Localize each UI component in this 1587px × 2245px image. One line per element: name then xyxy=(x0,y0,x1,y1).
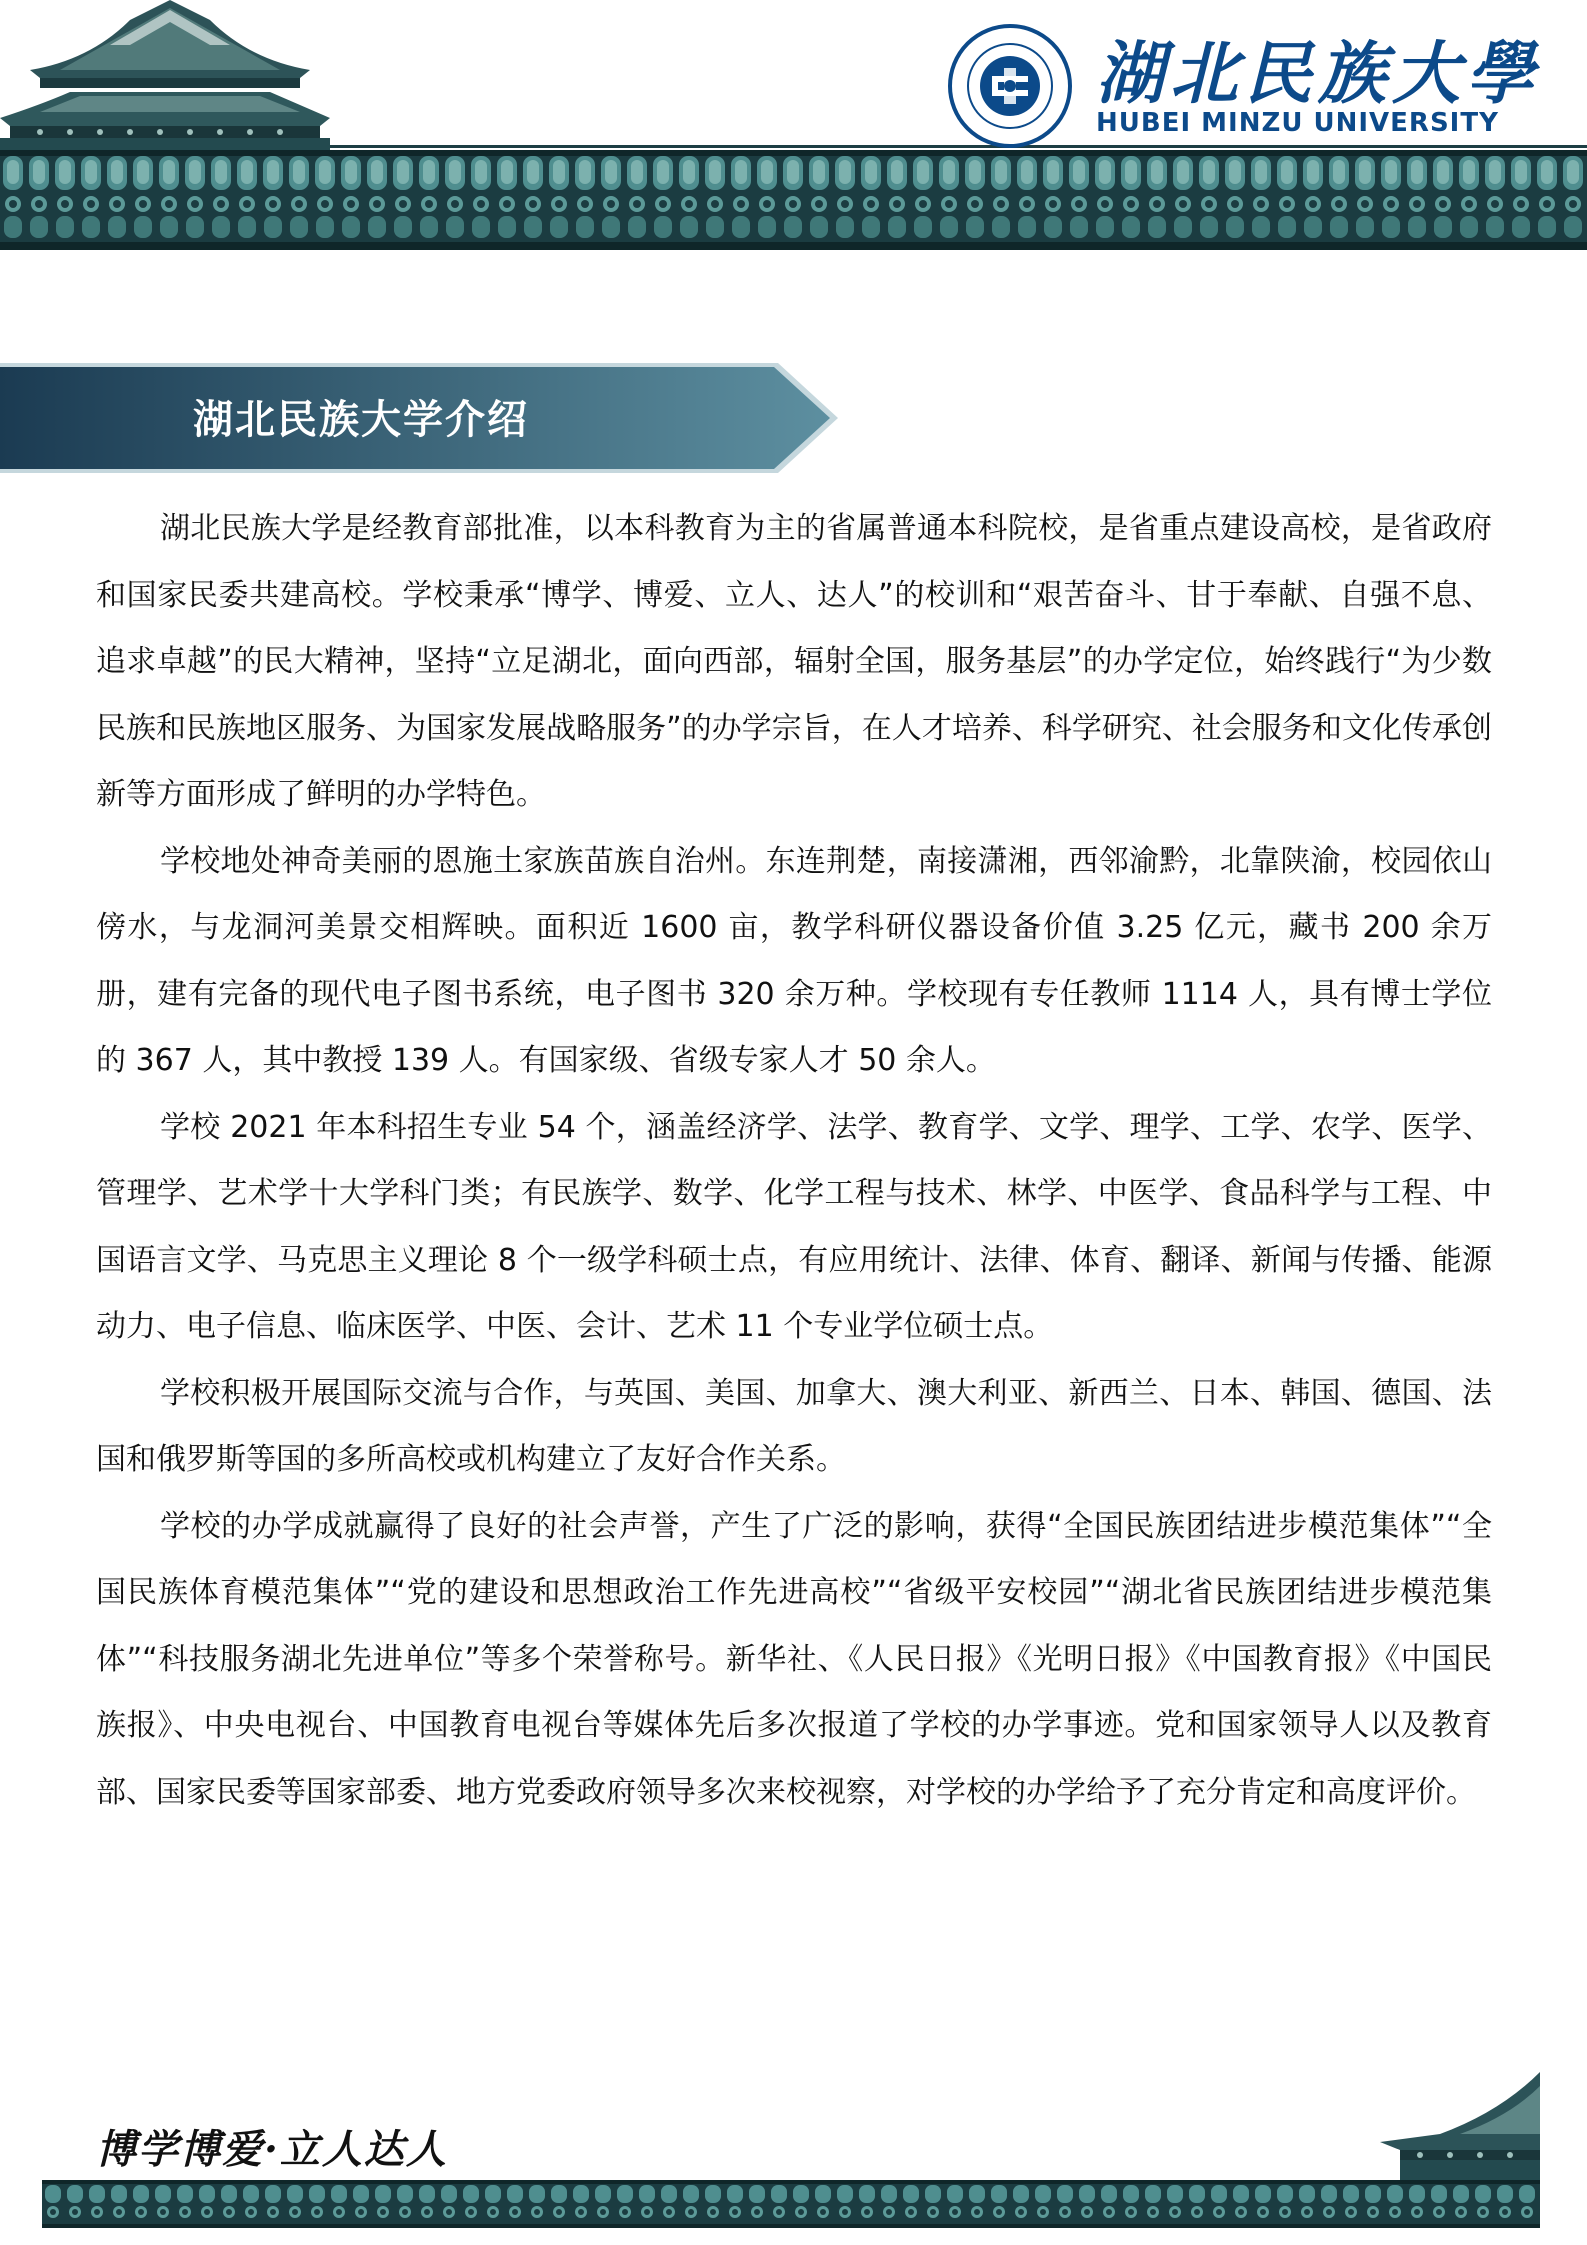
paragraph: 学校的办学成就赢得了良好的社会声誉，产生了广泛的影响，获得“全国民族团结进步模范集体”“全国民族体育模范集体”“党的建设和思想政治工作先进高校”“省级平安校园”“湖北省民族团结进步模范集体”“科技服务湖北先进单位”等多个荣誉称号。新华社、《人民日报》《光明日报》《中国教育报》《中国民族报》、中央电视台、中国教育电视台等媒体先后多次报道了学校的办学事迹。党和国家领导人以及教育部、国家民委等国家部委、地方党委政府领导多次来校视察，对学校的办学给予了充分肯定和高度评价。 xyxy=(96,1508,1492,1810)
footer-tile-band xyxy=(42,2180,1540,2228)
paragraph: 学校 2021 年本科招生专业 54 个，涵盖经济学、法学、教育学、文学、理学、工学、农学、医学、管理学、艺术学十大学科门类；有民族学、数学、化学工程与技术、林学、中医学、食品科学与工程、中国语言文学、马克思主义理论 8 个一级学科硕士点，有应用统计、法律、体育、翻译、新闻与传播、能源动力、电子信息、临床医学、中医、会计、艺术 11 个专业学位硕士点。 xyxy=(96,1109,1492,1344)
paragraph: 学校积极开展国际交流与合作，与英国、美国、加拿大、澳大利亚、新西兰、日本、韩国、德国、法国和俄罗斯等国的多所高校或机构建立了友好合作关系。 xyxy=(96,1375,1492,1477)
page-header xyxy=(0,0,1587,250)
paragraph: 学校地处神奇美丽的恩施土家族苗族自治州。东连荆楚，南接潇湘，西邻渝黔，北靠陕渝，校园依山傍水，与龙洞河美景交相辉映。面积近 1600 亩，教学科研仪器设备价值 3.25 亿元，藏书 200 余万册，建有完备的现代电子图书系统，电子图书 320 余万种。学校现有专任教师 1114 人，具有博士学位的 367 人，其中教授 139 人。有国家级、省级专家人才 50 余人。 xyxy=(96,843,1492,1078)
article-body xyxy=(96,496,1492,1826)
footer-roof-illustration xyxy=(1380,2072,1540,2180)
university-name-cn: 湖北民族大學 xyxy=(1096,34,1541,114)
section-title: 湖北民族大学介绍 xyxy=(193,397,529,443)
footer-motto: 博学博爱·立人达人 xyxy=(96,2126,448,2173)
university-name-en: HUBEI MINZU UNIVERSITY xyxy=(1096,108,1499,138)
roof-tile-band xyxy=(0,150,1587,250)
paragraph: 湖北民族大学是经教育部批准，以本科教育为主的省属普通本科院校，是省重点建设高校，是省政府和国家民委共建高校。学校秉承“博学、博爱、立人、达人”的校训和“艰苦奋斗、甘于奉献、自强不息、追求卓越”的民大精神，坚持“立足湖北，面向西部，辐射全国，服务基层”的办学定位，始终践行“为少数民族和民族地区服务、为国家发展战略服务”的办学宗旨，在人才培养、科学研究、社会服务和文化传承创新等方面形成了鲜明的办学特色。 xyxy=(96,511,1492,812)
university-seal-icon xyxy=(946,22,1074,150)
pavilion-roof-illustration xyxy=(0,0,330,150)
